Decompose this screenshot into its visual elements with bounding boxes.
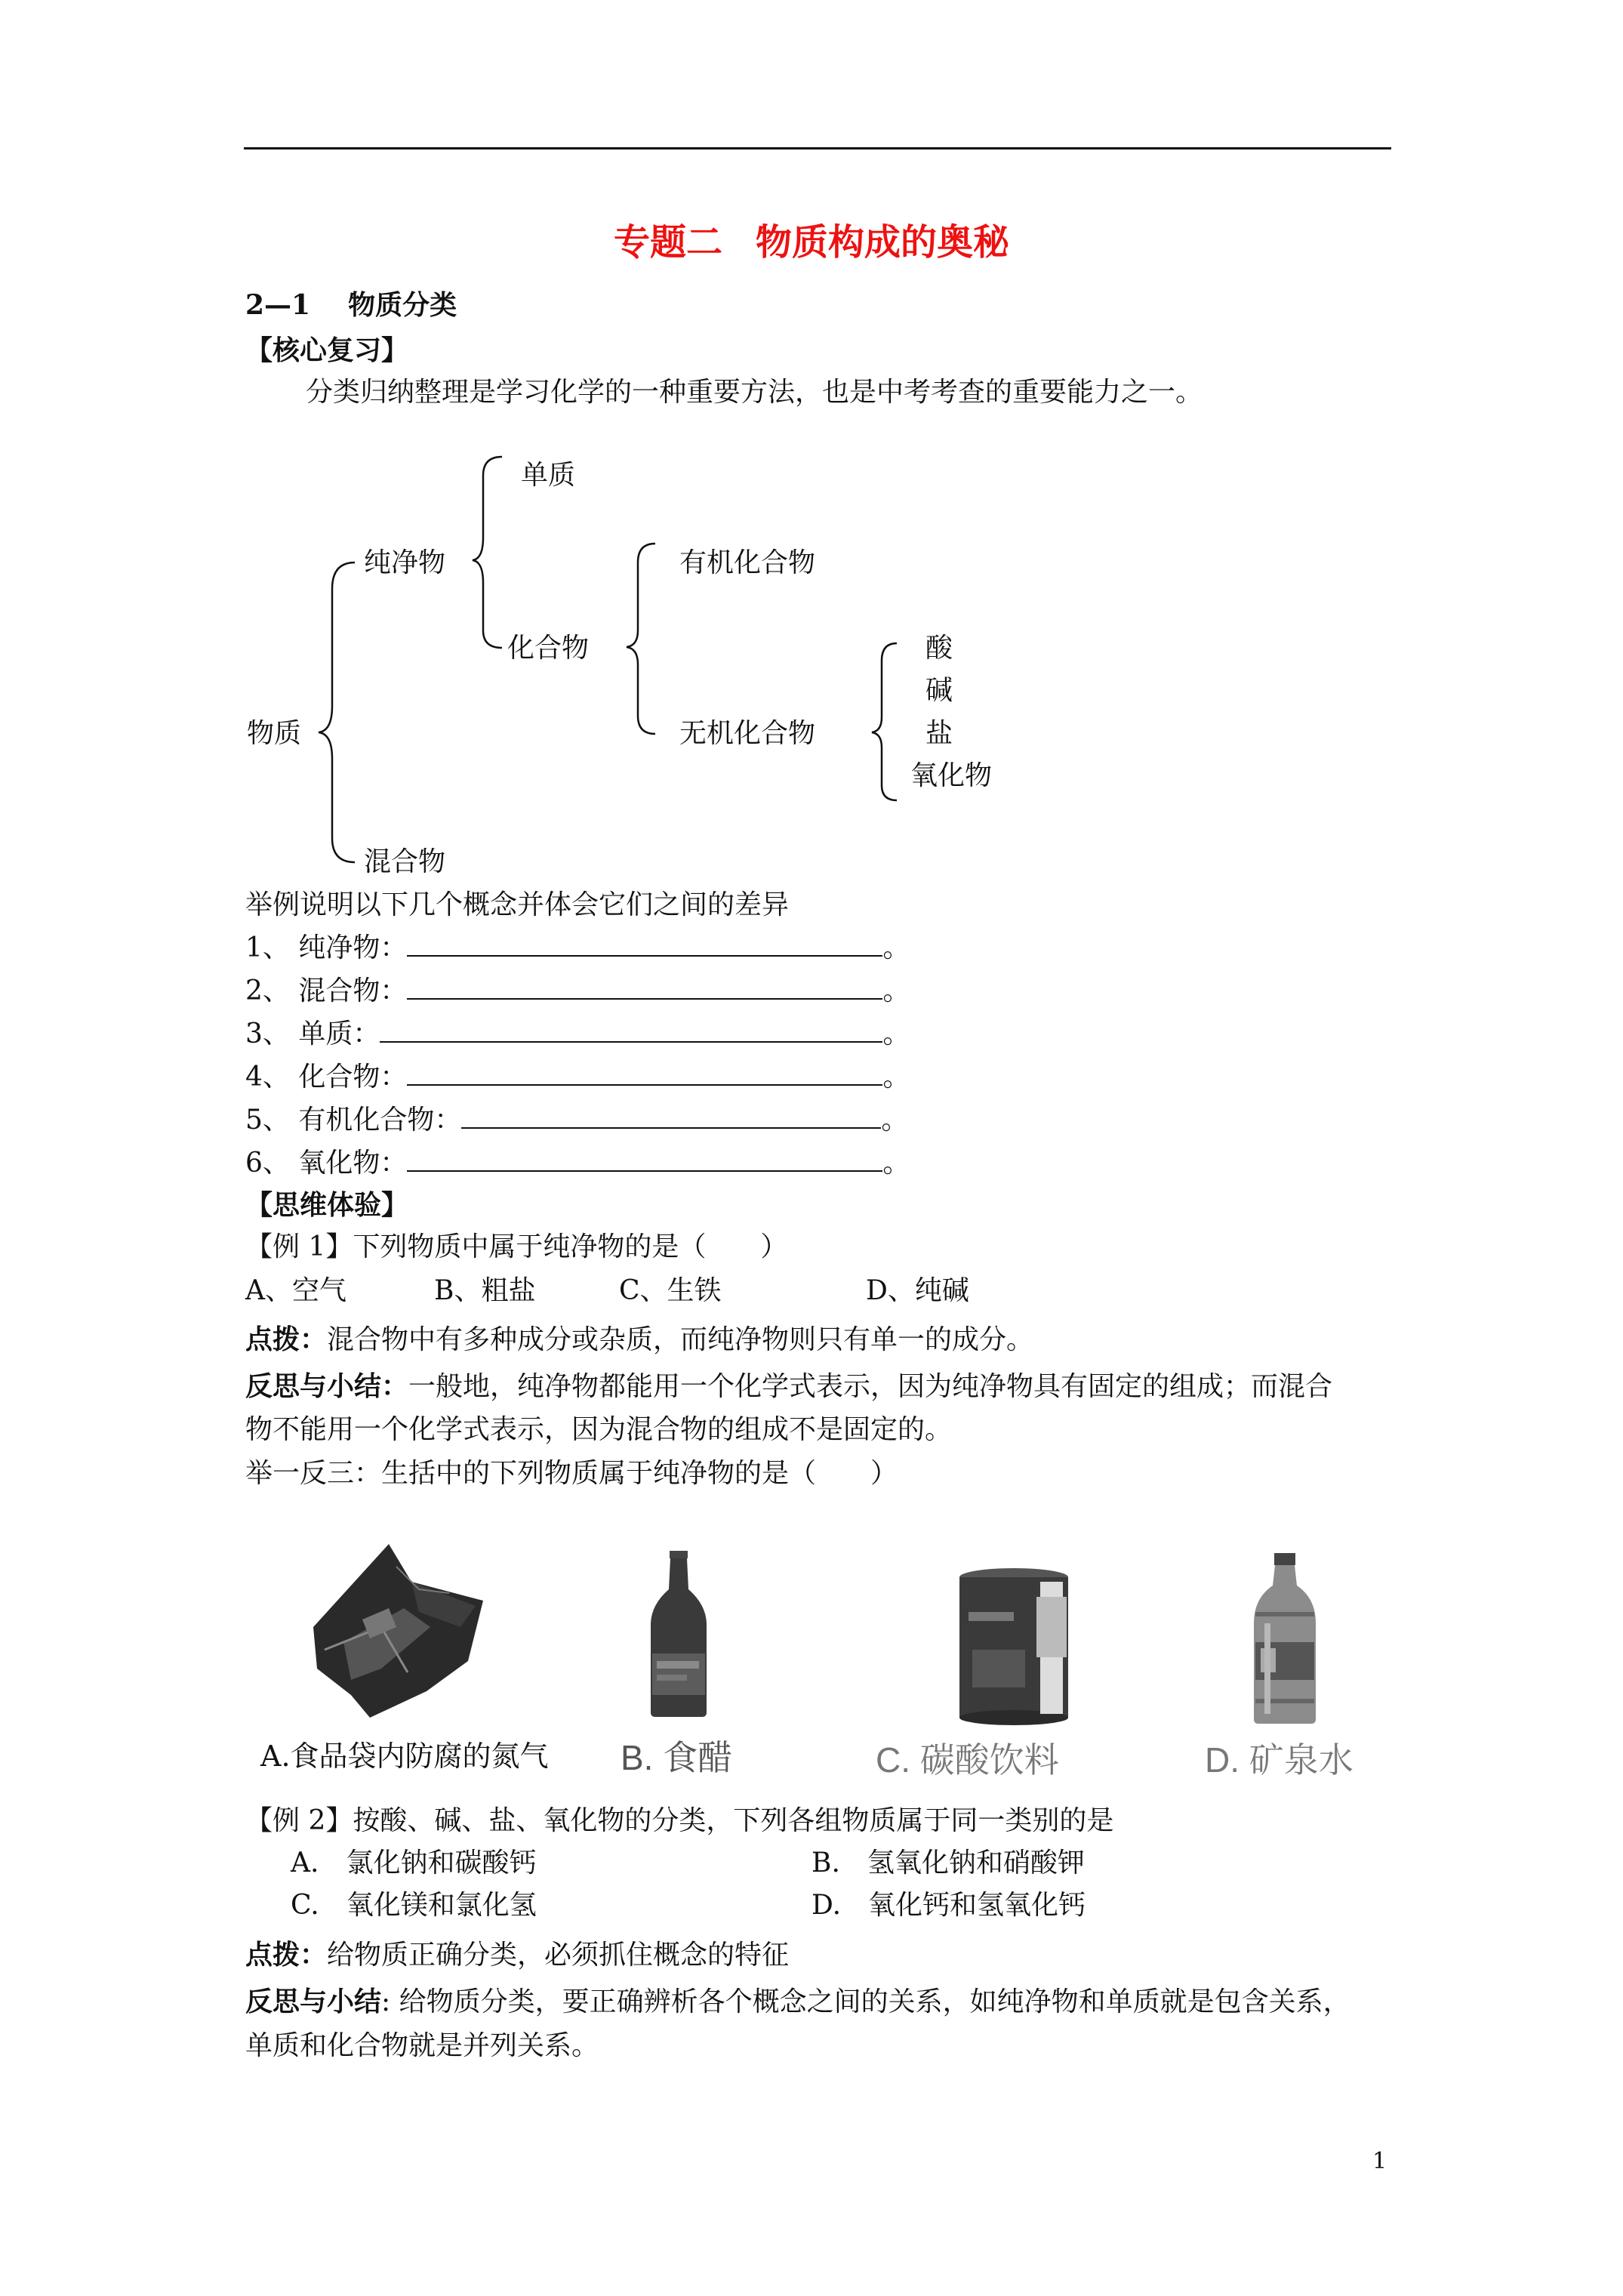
concept-end: 。 [882,1148,910,1179]
example2-option-b: B. 氢氧化钠和硝酸钾 [812,1848,1085,1878]
tree-organic: 有机化合物 [679,547,816,578]
option-d: D、纯碱 [866,1275,969,1306]
concept-prompt: 举例说明以下几个概念并体会它们之间的差异 [245,889,790,920]
concept-num: 5、 [245,1105,290,1136]
tree-compound: 化合物 [507,633,590,664]
tree-salt: 盐 [925,718,953,749]
example1-summary-line1 [245,1370,1332,1404]
example1-question: 【例 1】下列物质中属于纯净物的是（ ） [245,1231,788,1262]
concept-num: 4、 [245,1062,290,1093]
concept-item-6 [245,1147,910,1180]
answer-blank[interactable] [380,1019,882,1043]
picture-label-b: B. 食醋 [621,1738,733,1777]
core-review-heading: 【核心复习】 [245,334,409,366]
title-part-2: 物质构成的奥秘 [756,221,1010,264]
concept-label: 化合物： [298,1062,408,1093]
answer-blank[interactable] [407,932,882,957]
concept-end: 。 [881,1105,909,1136]
summary-label: 反思与小结 [245,1986,382,2017]
option-b: B、粗盐 [434,1275,536,1306]
example2-option-a: A. 氯化钠和碳酸钙 [291,1848,537,1878]
soda-can-icon [950,1567,1078,1725]
concept-end: 。 [882,932,910,963]
tree-braces [0,0,1623,906]
concept-label: 纯净物： [298,932,408,963]
picture-label-a: A.食品袋内防腐的氮气 [260,1740,549,1773]
concept-num: 6、 [245,1148,290,1179]
hint-label: 点拨： [245,1324,328,1355]
intro-text: 分类归纳整理是学习化学的一种重要方法，也是中考考查的重要能力之一。 [306,377,1203,408]
example1-followup: 举一反三：生括中的下列物质属于纯净物的是（ ） [245,1458,898,1489]
answer-blank[interactable] [407,975,882,1000]
concept-item-2 [245,975,910,1008]
section-title: 物质分类 [348,289,457,321]
section-number: 2—1 [245,289,311,321]
water-bottle-icon [1249,1552,1321,1725]
option-a: A、空气 [245,1275,346,1306]
vinegar-bottle-icon [642,1548,717,1718]
tree-pure: 纯净物 [364,547,446,578]
hint-text: 混合物中有多种成分或杂质，而纯净物则只有单一的成分。 [327,1324,1034,1355]
concept-item-1 [245,932,910,965]
example2-summary-line2: 单质和化合物就是并列关系。 [245,2030,599,2061]
summary-text: 一般地，纯净物都能用一个化学式表示，因为纯净物具有固定的组成；而混合 [408,1371,1333,1402]
picture-label-d: D. 矿泉水 [1205,1740,1354,1780]
tree-root: 物质 [247,718,302,749]
example2-hint [245,1938,789,1972]
concept-label: 有机化合物： [298,1105,462,1136]
option-c: C、生铁 [619,1275,722,1306]
concept-end: 。 [882,1019,910,1049]
example2-option-c: C. 氧化镁和氯化氢 [291,1890,537,1921]
example1-hint [245,1323,1033,1357]
concept-item-4 [245,1061,910,1094]
thinking-heading: 【思维体验】 [245,1189,409,1221]
summary-text: : 给物质分类，要正确辨析各个概念之间的关系，如纯净物和单质就是包含关系， [381,1986,1350,2017]
summary-label: 反思与小结： [245,1370,409,1402]
concept-num: 1、 [245,932,290,963]
concept-end: 。 [882,975,910,1006]
concept-item-3 [245,1018,910,1051]
tree-acid: 酸 [925,633,953,664]
picture-label-c: C. 碳酸饮料 [876,1740,1059,1780]
tree-inorganic: 无机化合物 [679,718,816,749]
concept-end: 。 [882,1062,910,1093]
concept-num: 3、 [245,1019,290,1049]
hint-text: 给物质正确分类，必须抓住概念的特征 [327,1940,790,1971]
answer-blank[interactable] [407,1062,882,1086]
example1-summary-line2: 物不能用一个化学式表示，因为混合物的组成不是固定的。 [245,1414,953,1445]
page-number: 1 [1372,2148,1387,2174]
hint-label: 点拨： [245,1939,328,1971]
tree-base: 碱 [925,675,953,706]
concept-item-5 [245,1104,908,1137]
tree-mixture: 混合物 [364,846,446,877]
tree-element: 单质 [521,460,576,491]
example2-question: 【例 2】按酸、碱、盐、氧化物的分类，下列各组物质属于同一类别的是 [245,1805,1114,1836]
tree-oxide: 氧化物 [910,760,993,791]
title-part-1: 专题二 [613,221,722,264]
concept-num: 2、 [245,975,290,1006]
answer-blank[interactable] [407,1148,882,1172]
concept-label: 单质： [298,1019,380,1049]
food-bag-icon [298,1536,487,1725]
concept-label: 混合物： [298,975,408,1006]
answer-blank[interactable] [461,1105,881,1129]
example2-option-d: D. 氧化钙和氢氧化钙 [812,1890,1086,1921]
example2-summary-line1 [245,1985,1350,2019]
concept-label: 氧化物： [298,1148,408,1179]
